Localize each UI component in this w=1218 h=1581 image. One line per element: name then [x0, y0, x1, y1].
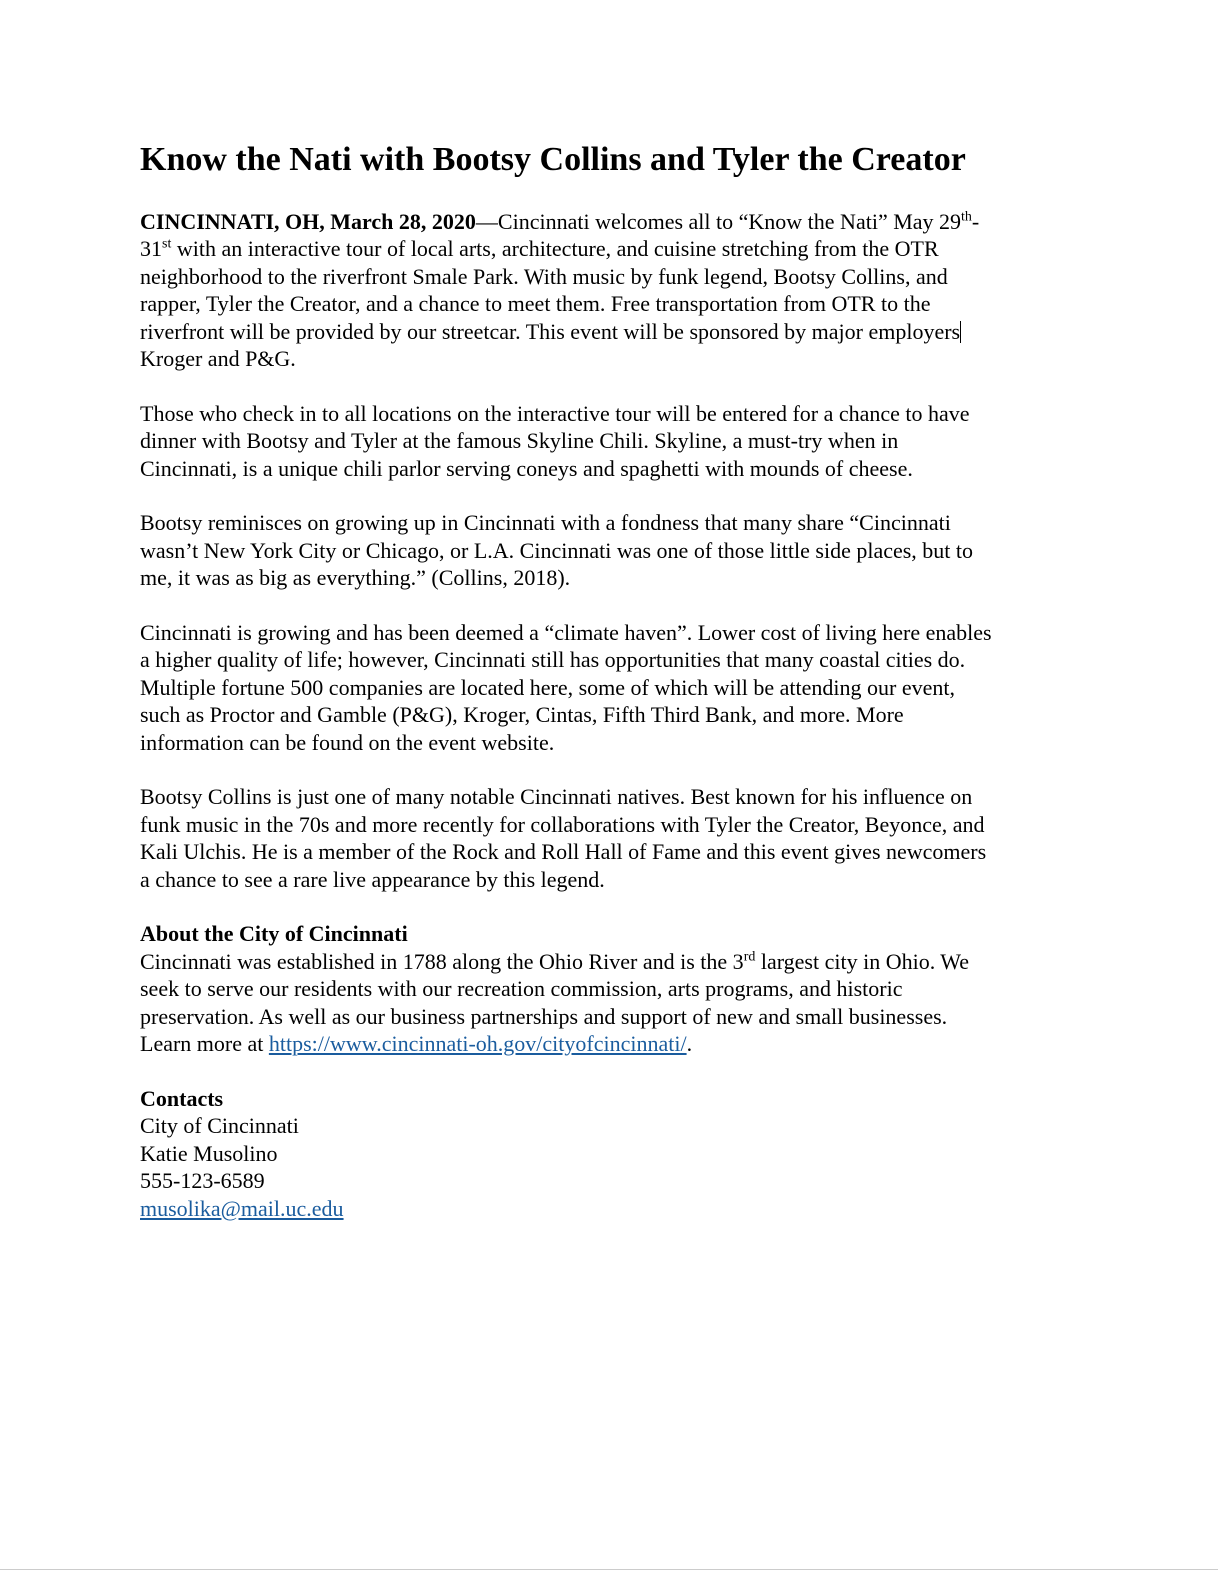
- about-heading: About the City of Cincinnati: [140, 921, 408, 947]
- intro-line-6: Kroger and P&G.: [140, 346, 296, 372]
- page-bottom-divider: [0, 1569, 1218, 1570]
- contacts-heading: Contacts: [140, 1085, 224, 1111]
- intro-line-4: rapper, Tyler the Creator, and a chance to meet them. Free transportation from OTR to the: [140, 291, 931, 317]
- intro-line-1: CINCINNATI, OH, March 28, 2020—Cincinnati welcomes all to “Know the Nati” May 29th-: [140, 209, 980, 234]
- intro-line-3: neighborhood to the riverfront Smale Park. With music by funk legend, Bootsy Collins, and: [140, 263, 948, 289]
- contacts-section: [140, 1085, 1070, 1222]
- growth-paragraph: Cincinnati is growing and has been deemed a “climate haven”. Lower cost of living here enables a higher quality of life; however, Cincinnati still has opportunities that many coastal cities do. Multiple fortune 500 companies are located here, some of which will be attending our event, such as Proctor and Gamble (P&G), Kroger, Cintas, Fifth Third Bank, and more. More information can be found on the event website.: [140, 620, 992, 755]
- intro-line-2: 31st with an interactive tour of local arts, architecture, and cuisine stretching from the OTR: [140, 236, 939, 262]
- dateline: CINCINNATI, OH, March 28, 2020: [140, 209, 476, 234]
- intro-paragraph: [140, 208, 1070, 372]
- page-title: Know the Nati with Bootsy Collins and Tyler the Creator: [140, 141, 966, 178]
- quote-paragraph: Bootsy reminisces on growing up in Cincinnati with a fondness that many share “Cincinnati wasn’t New York City or Chicago, or L.A. Cincinnati was one of those little side places, but to me, it was as big as everything.” (Collins, 2018).: [140, 510, 974, 591]
- contact-name: Katie Musolino: [140, 1140, 278, 1166]
- city-website-link[interactable]: https://www.cincinnati-oh.gov/cityofcincinnati/: [268, 1031, 687, 1057]
- tour-paragraph: Those who check in to all locations on the interactive tour will be entered for a chance to have dinner with Bootsy and Tyler at the famous Skyline Chili. Skyline, a must-try when in Cincinnati, is a unique chili parlor serving coneys and spaghetti with mounds of cheese.: [140, 400, 970, 481]
- intro-line-5: riverfront will be provided by our streetcar. This event will be sponsored by major employers: [140, 318, 961, 344]
- contact-phone: 555-123-6589: [140, 1168, 265, 1194]
- contact-org: City of Cincinnati: [140, 1113, 299, 1139]
- about-section: About the City of Cincinnati Cincinnati was established in 1788 along the Ohio River and is the 3rd largest city in Ohio. We seek to serve our residents with our recreation commission, arts programs, and historic preservation. As well as our business partnerships and support of new and small businesses. Learn more at https://www.cincinnati-oh.gov/cityofcincinnati/.: [140, 920, 1070, 1057]
- document-page: [140, 138, 1070, 1222]
- contact-email-link[interactable]: musolika@mail.uc.edu: [140, 1195, 344, 1221]
- text-cursor: [960, 321, 961, 343]
- bootsy-paragraph: Bootsy Collins is just one of many notable Cincinnati natives. Best known for his influence on funk music in the 70s and more recently for collaborations with Tyler the Creator, Beyonce, and Kali Ulchis. He is a member of the Rock and Roll Hall of Fame and this event gives newcomers a chance to see a rare live appearance by this legend.: [140, 784, 987, 892]
